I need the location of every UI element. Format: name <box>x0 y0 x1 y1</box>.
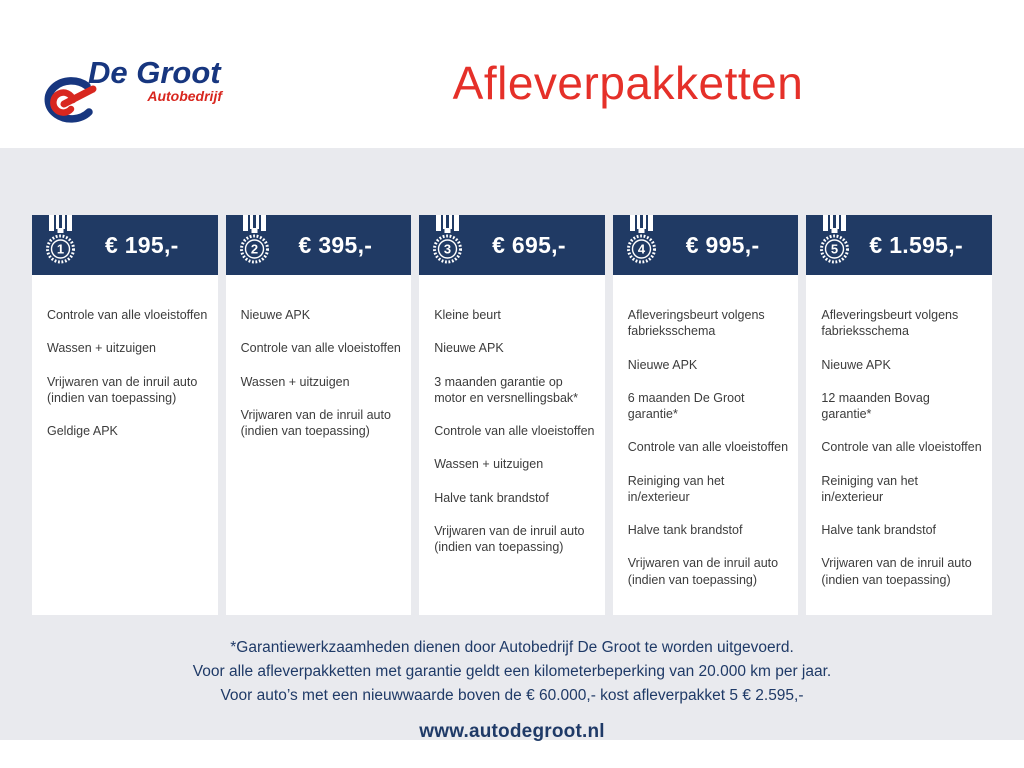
page-title: Afleverpakketten <box>452 57 804 109</box>
feature-item: Wassen + uitzuigen <box>434 457 544 472</box>
package-price: € 1.595,- <box>869 231 963 258</box>
feature-item: Nieuwe APK <box>240 308 311 322</box>
feature-item: 3 maanden garantie op motor en versnellingsbak* <box>434 374 579 405</box>
package-header <box>226 215 412 275</box>
main-content <box>0 148 1024 743</box>
feature-item: Geldige APK <box>47 424 118 438</box>
feature-item: Reiniging van het in/exterieur <box>627 473 725 504</box>
medal-icon <box>44 215 78 271</box>
medal-icon <box>431 215 465 271</box>
package-card-3 <box>419 215 605 615</box>
feature-item: 12 maanden Bovag garantie* <box>821 390 930 421</box>
feature-item: 6 maanden De Groot garantie* <box>627 390 745 421</box>
package-features <box>32 275 218 615</box>
feature-item: Controle van alle vloeistoffen <box>627 440 789 455</box>
page-header <box>0 0 1024 148</box>
feature-item: Vrijwaren van de inruil auto (indien van toepassing) <box>47 374 198 405</box>
feature-item: Vrijwaren van de inruil auto (indien van toepassing) <box>821 556 972 587</box>
guarantee-footnotes <box>0 636 1024 708</box>
medal-number: 2 <box>250 241 258 257</box>
de-groot-logo <box>40 50 240 138</box>
logo-subtitle-text: Autobedrijf <box>147 88 222 104</box>
package-features <box>419 275 605 615</box>
medal-number: 1 <box>56 241 65 257</box>
feature-item: Nieuwe APK <box>821 357 891 372</box>
package-price: € 695,- <box>492 231 566 258</box>
package-card-2 <box>226 215 412 615</box>
logo-name-text: De Groot <box>88 55 221 90</box>
feature-item: Halve tank brandstof <box>434 490 549 505</box>
feature-item: Vrijwaren van de inruil auto (indien van toepassing) <box>627 556 779 587</box>
package-card-5 <box>806 215 992 615</box>
logo-swoosh-icon <box>48 81 93 119</box>
medal-number: 5 <box>831 241 839 257</box>
package-header <box>32 215 218 275</box>
package-header <box>613 215 799 275</box>
feature-item: Reiniging van het in/exterieur <box>821 473 918 504</box>
package-features <box>226 275 412 615</box>
feature-item: Halve tank brandstof <box>627 523 743 537</box>
medal-icon <box>625 215 659 271</box>
package-header <box>419 215 605 275</box>
feature-item: Controle van alle vloeistoffen <box>434 424 595 438</box>
feature-item: Kleine beurt <box>434 308 501 322</box>
package-card-4 <box>613 215 799 615</box>
feature-item: Afleveringsbeurt volgens fabrieksschema <box>821 308 959 339</box>
medal-number: 3 <box>444 241 452 257</box>
feature-item: Afleveringsbeurt volgens fabrieksschema <box>627 308 765 339</box>
feature-item: Controle van alle vloeistoffen <box>47 308 208 322</box>
package-features <box>613 275 799 615</box>
feature-item: Wassen + uitzuigen <box>240 374 350 389</box>
package-columns <box>32 215 992 615</box>
medal-icon <box>238 215 272 271</box>
footnote-line: Voor alle afleverpakketten met garantie geldt een kilometerbeperking van 20.000 km per jaar. <box>192 663 832 681</box>
feature-item: Nieuwe APK <box>434 341 504 356</box>
feature-item: Halve tank brandstof <box>821 523 937 537</box>
medal-icon <box>818 215 852 271</box>
feature-item: Wassen + uitzuigen <box>47 341 156 356</box>
footnote-line: Voor auto’s met een nieuwwaarde boven de € 60.000,- kost afleverpakket 5 € 2.595,- <box>220 687 804 705</box>
feature-item: Controle van alle vloeistoffen <box>240 341 401 356</box>
package-features <box>806 275 992 615</box>
package-card-1 <box>32 215 218 615</box>
feature-item: Controle van alle vloeistoffen <box>821 440 982 455</box>
medal-number: 4 <box>637 241 645 257</box>
package-price: € 195,- <box>104 231 179 258</box>
feature-item: Vrijwaren van de inruil auto (indien van toepassing) <box>240 407 391 438</box>
package-price: € 395,- <box>298 231 373 258</box>
website-url: www.autodegroot.nl <box>419 721 605 743</box>
package-price: € 995,- <box>685 231 760 258</box>
feature-item: Nieuwe APK <box>627 357 698 372</box>
package-header <box>806 215 992 275</box>
feature-item: Vrijwaren van de inruil auto (indien van toepassing) <box>434 523 585 554</box>
footnote-line: *Garantiewerkzaamheden dienen door Autobedrijf De Groot te worden uitgevoerd. <box>230 639 794 656</box>
